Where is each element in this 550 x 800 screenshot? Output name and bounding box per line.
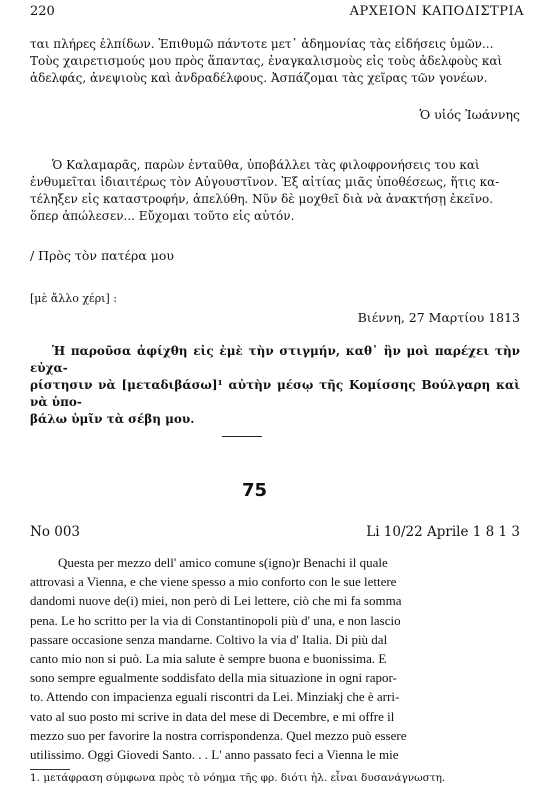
- letter2-body: [30, 553, 522, 764]
- text-line: Ἡ παροῦσα ἀφίχθη εἰς ἐμὲ τὴν στιγμήν, καθ᾽ ἣν μοὶ παρέχει τὴν εὐχα-: [30, 344, 520, 375]
- text-line: ρίστησιν νὰ [μεταδιβάσω]¹ αὐτὴν μέσῳ τῆς Κομίσσης Βούλγαρη καὶ νὰ ὑπο-: [30, 378, 520, 409]
- hand-note: [μὲ ἄλλο χέρι] :: [30, 292, 117, 305]
- letter1-body: [30, 36, 520, 87]
- text-line: passare occasione senza mandarne. Coltivo la via d' Italia. Di più dal: [30, 631, 388, 647]
- text-line: mezzo suo per favorire la nostra corrispondenza. Quel mezzo può essere: [30, 727, 407, 743]
- text-line: Ὁ Καλαμαρᾶς, παρὼν ἐνταῦθα, ὑποβάλλει τὰς φιλοφρονήσεις του καὶ: [52, 158, 480, 172]
- text-line: ὅπερ ἀπώλεσεν... Εὔχομαι τοῦτο εἰς αὐτόν.: [30, 209, 295, 223]
- text-line: Questa per mezzo dell' amico comune s(igno)r Benachi il quale: [58, 555, 388, 570]
- section-divider: [222, 436, 262, 437]
- letter-date: Li 10/22 Aprile 1 8 1 3: [366, 524, 520, 540]
- text-line: vato al suo posto mi scrive in data del mese di Decembre, e mi offre il: [30, 708, 395, 724]
- postscript: [30, 157, 520, 225]
- address-line: / Πρὸς τὸν πατέρα μου: [30, 248, 175, 263]
- text-line: ἐνθυμεῖται ἰδιαιτέρως τὸν Αὐγουστῖνον. Ἐξ αἰτίας μιᾶς ὑποθέσεως, ἥτις κα-: [30, 175, 500, 189]
- footnote: 1. μετάφραση σύμφωνα πρὸς τὸ νόημα τῆς φρ. διότι ἡλ. εἶναι δυσανάγνωστη.: [30, 772, 446, 784]
- signature: Ὁ υἱός Ἰωάννης: [419, 107, 520, 122]
- text-line: pena. Le ho scritto per la via di Constantinopoli più d' una, e non lascio: [30, 612, 401, 628]
- text-line: to. Attendo con impacienza eguali riscontri da Lei. Minziakj che è arri-: [30, 689, 400, 705]
- page-number: 220: [30, 4, 55, 19]
- letter-number: 75: [242, 480, 268, 501]
- text-line: Τοὺς χαιρετισμούς μου πρὸς ἅπαντας, ἐναγκαλισμοὺς εἰς τοὺς ἀδελφοὺς καὶ: [30, 54, 503, 68]
- page-header: [30, 4, 524, 24]
- text-line: sono sempre egualmente soddisfato della mia situazione in ogni rapor-: [30, 670, 397, 686]
- text-line: dandomi nuove de(i) miei, non però di Lei lettere, ciò che mi fa somma: [30, 593, 402, 609]
- text-line: canto mio non si può. La mia salute è sempre buona e buonissima. E: [30, 651, 387, 667]
- text-line: βάλω ὑμῖν τὰ σέβη μου.: [30, 412, 195, 426]
- text-line: utilissimo. Oggi Giovedi Santo. . . L' anno passato feci a Vienna le mie: [30, 747, 399, 763]
- text-line: τέληξεν εἰς καταστροφήν, ἀπελύθη. Νῦν δὲ μοχθεῖ διὰ νὰ ἀνακτήσῃ ἐκεῖνο.: [30, 192, 494, 206]
- footnote-divider: [30, 769, 70, 770]
- date-line: Βιέννη, 27 Μαρτίου 1813: [357, 310, 520, 325]
- running-title: ΑΡΧΕΙΟΝ ΚΑΠΟΔΙΣΤΡΙΑ: [349, 4, 524, 19]
- reference-number: No 003: [30, 524, 80, 540]
- text-line: ἀδελφάς, ἀνεψιοὺς καὶ ἀνδραδέλφους. Ἀσπάζομαι τὰς χεῖρας τῶν γονέων.: [30, 71, 488, 85]
- text-line: attrovasi a Vienna, e che viene spesso a mio conforto con le sue lettere: [30, 574, 397, 590]
- closing-paragraph: [30, 343, 520, 428]
- text-line: ται πλήρες ἐλπίδων. Ἐπιθυμῶ πάντοτε μετ᾽ ἀδημονίας τὰς εἰδήσεις ὑμῶν...: [30, 37, 494, 51]
